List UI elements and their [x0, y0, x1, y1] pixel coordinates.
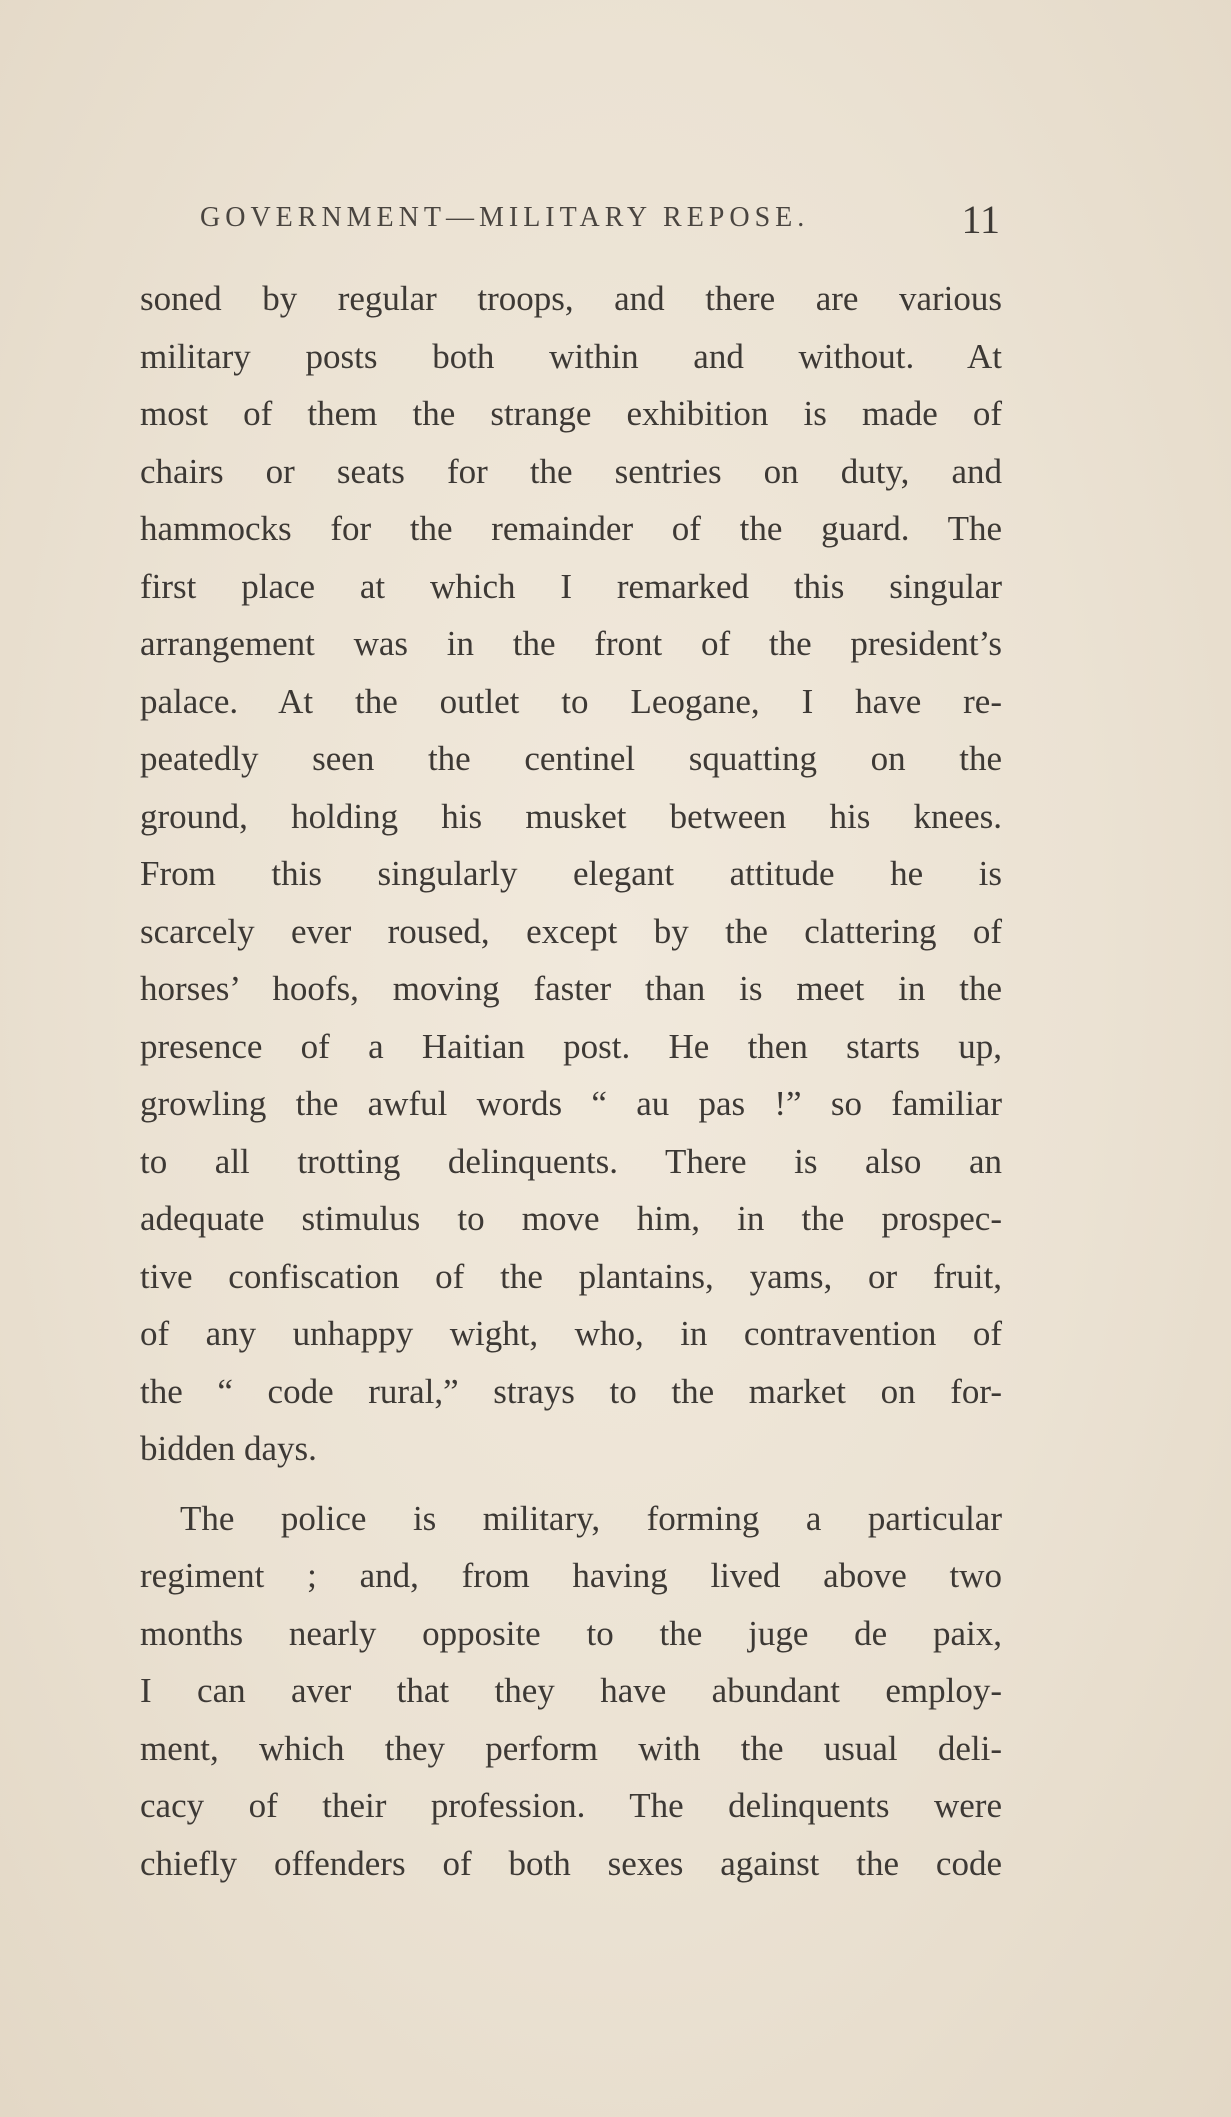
- text-line: regiment ; and, from having lived above two: [140, 1556, 1002, 1595]
- text-line: ment, which they perform with the usual deli-: [140, 1728, 1002, 1768]
- text-line: soned by regular troops, and there are various: [140, 279, 1002, 318]
- text-line: I can aver that they have abundant employ-: [140, 1671, 1002, 1710]
- text-line: ground, holding his musket between his knees.: [140, 796, 1002, 836]
- text-line: tive confiscation of the plantains, yams, or fruit,: [140, 1256, 1002, 1296]
- text-line: chiefly offenders of both sexes against the code: [140, 1843, 1002, 1883]
- text-line: the “ code rural,” strays to the market on for-: [140, 1371, 1002, 1411]
- text-line: chairs or seats for the sentries on duty, and: [140, 451, 1002, 491]
- text-line: hammocks for the remainder of the guard. The: [140, 509, 1002, 548]
- paragraph-2: [140, 1490, 1002, 1893]
- text-line: arrangement was in the front of the president’s: [140, 624, 1002, 663]
- text-line: presence of a Haitian post. He then starts up,: [140, 1026, 1002, 1066]
- text-line: The police is military, forming a particular: [180, 1498, 1002, 1538]
- text-line: first place at which I remarked this singular: [140, 566, 1002, 606]
- text-line: From this singularly elegant attitude he is: [140, 854, 1002, 893]
- page-number: 11: [961, 197, 1000, 242]
- text-line: to all trotting delinquents. There is also an: [140, 1141, 1002, 1181]
- text-line: growling the awful words “ au pas !” so familiar: [140, 1084, 1002, 1123]
- text-line: adequate stimulus to move him, in the prospec-: [140, 1199, 1002, 1238]
- page-header: [200, 196, 1000, 248]
- text-line: palace. At the outlet to Leogane, I have re-: [140, 681, 1002, 721]
- body-text: [140, 270, 1002, 1892]
- text-line: military posts both within and without. At: [140, 336, 1002, 376]
- text-line: of any unhappy wight, who, in contravention of: [140, 1314, 1002, 1353]
- text-line: most of them the strange exhibition is made of: [140, 394, 1002, 433]
- text-line: cacy of their profession. The delinquents were: [140, 1786, 1002, 1825]
- text-line: bidden days.: [140, 1429, 317, 1468]
- paragraph-1: [140, 270, 1002, 1478]
- text-line: months nearly opposite to the juge de paix,: [140, 1613, 1002, 1653]
- text-line: scarcely ever roused, except by the clattering of: [140, 911, 1002, 951]
- text-line: horses’ hoofs, moving faster than is meet in the: [140, 969, 1002, 1008]
- running-head: GOVERNMENT—MILITARY REPOSE.: [200, 202, 810, 233]
- text-line: peatedly seen the centinel squatting on the: [140, 739, 1002, 778]
